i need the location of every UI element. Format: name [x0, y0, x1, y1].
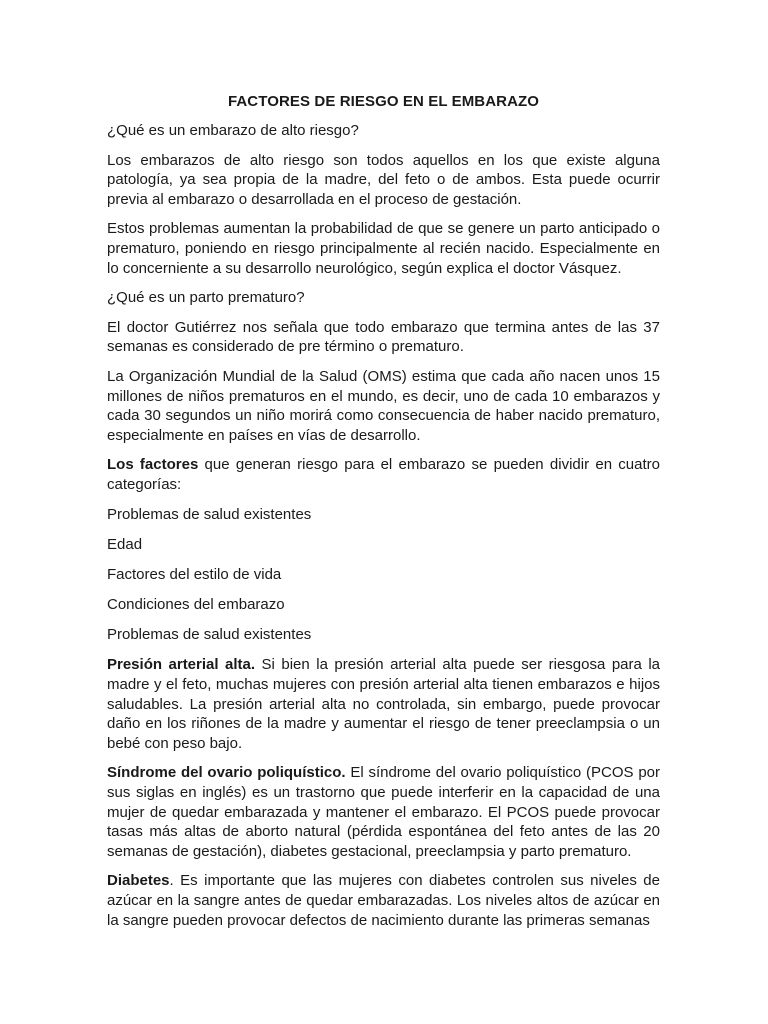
diabetes-text: . Es importante que las mujeres con diabetes controlen sus niveles de azúcar en la sangre antes de quedar embarazadas. Los niveles altos de azúcar en la sangre pueden provocar defectos de nacimiento durante las primeras semanas — [107, 872, 660, 929]
paragraph-diabetes — [107, 871, 660, 930]
paragraph-high-risk-definition: Los embarazos de alto riesgo son todos aquellos en los que existe alguna patología, ya sea propia de la madre, del feto o de ambos. Esta puede ocurrir previa al embarazo o desarrollada en el proceso de gestación. — [107, 151, 660, 208]
factors-bold-label: Los factores — [107, 456, 199, 474]
paragraph-factors-intro — [107, 455, 660, 494]
question-premature-birth: ¿Qué es un parto prematuro? — [107, 289, 305, 307]
hypertension-text: Si bien la presión arterial alta puede ser riesgosa para la madre y el feto, muchas mujeres con presión arterial alta tienen embarazos e hijos saludables. La presión arterial alta no controlada, sin embargo, puede provocar daño en los riñones de la madre y aumentar el riesgo de tener preeclampsia o un bebé con peso bajo. — [107, 656, 661, 752]
category-item: Problemas de salud existentes — [107, 626, 312, 644]
diabetes-heading: Diabetes — [107, 872, 170, 890]
document-title: FACTORES DE RIESGO EN EL EMBARAZO — [227, 93, 540, 110]
paragraph-pcos — [107, 763, 660, 861]
factors-intro-text: que generan riesgo para el embarazo se pueden dividir en cuatro categorías: — [107, 456, 660, 493]
category-item: Problemas de salud existentes — [107, 505, 312, 523]
categories-list — [107, 505, 660, 645]
paragraph-oms-statistics: La Organización Mundial de la Salud (OMS) estima que cada año nacen unos 15 millones de niños prematuros en el mundo, es decir, uno de cada 10 embarazos y cada 30 segundos un niño morirá como consecuencia de haber nacido prematuro, especialmente en países en vías de desarrollo. — [107, 367, 660, 444]
pcos-text: El síndrome del ovario poliquístico (PCOS por sus siglas en inglés) es un trastorno que puede interferir en la capacidad de una mujer de quedar embarazada y mantener el embarazo. El PCOS puede provocar tasas más altas de aborto natural (pérdida espontánea del feto antes de las 20 semanas de gestación), diabetes gestacional, preeclampsia y parto prematuro. — [107, 764, 660, 860]
category-item: Condiciones del embarazo — [107, 596, 285, 614]
category-item: Factores del estilo de vida — [107, 565, 282, 583]
hypertension-heading: Presión arterial alta. — [107, 656, 256, 674]
question-high-risk: ¿Qué es un embarazo de alto riesgo? — [107, 122, 359, 139]
paragraph-premature-definition: El doctor Gutiérrez nos señala que todo embarazo que termina antes de las 37 semanas es considerado de pre término o prematuro. — [107, 318, 660, 356]
pcos-heading: Síndrome del ovario poliquístico. — [107, 764, 346, 782]
paragraph-problems: Estos problemas aumentan la probabilidad de que se genere un parto anticipado o prematuro, poniendo en riesgo principalmente al recién nacido. Especialmente en lo concerniente a su desarrollo neurológico, según explica el doctor Vásquez. — [107, 220, 660, 277]
category-item: Edad — [107, 535, 143, 553]
paragraph-hypertension — [107, 655, 660, 753]
